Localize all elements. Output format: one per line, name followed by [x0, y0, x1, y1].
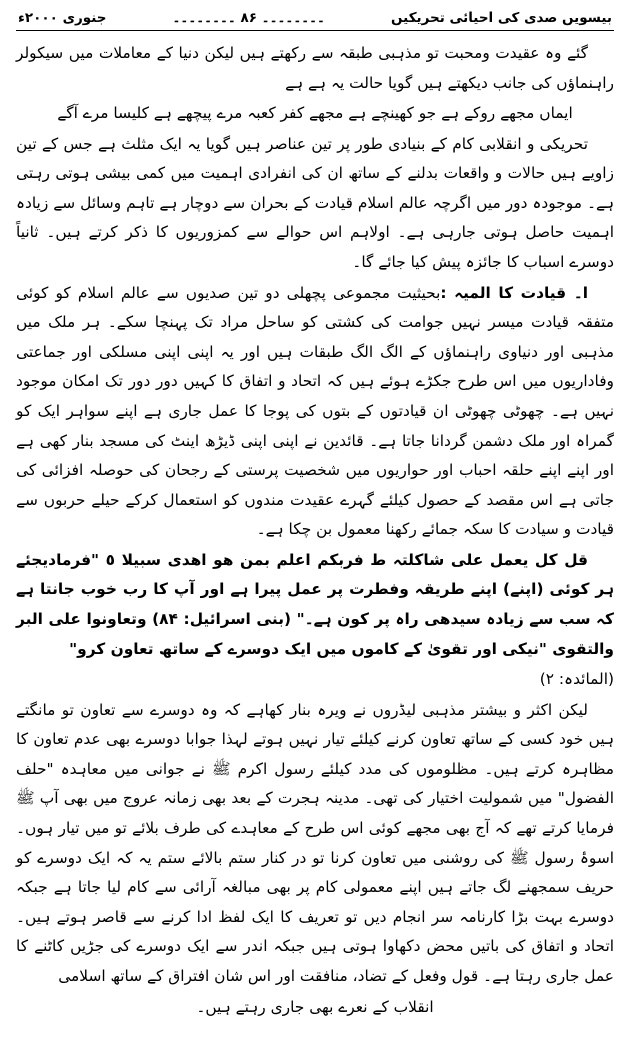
- document-body: [16, 39, 614, 1022]
- header-issue-date: جنوری ۲۰۰۰ء: [18, 10, 107, 26]
- page-header: [16, 10, 614, 28]
- section-heading-paragraph: [16, 279, 614, 545]
- header-page-number: ۔۔۔۔۔۔۔۔ ۸۶ ۔۔۔۔۔۔۔۔: [172, 10, 325, 26]
- header-divider: [16, 30, 614, 31]
- poetry-couplet: ایماں مجھے روکے ہے جو کھینچے ہے مجھے کفر کعبہ مرے پیچھے ہے کلیسا مرے آگے: [57, 104, 573, 123]
- paragraph-5-closing: انقلاب کے نعرے بھی جاری رہتے ہیں۔: [196, 997, 434, 1016]
- quran-reference: (المائدہ: ۲): [539, 670, 614, 689]
- paragraph-1: گئے وہ عقیدت ومحبت تو مذہبی طبقہ سے رکھتے ہیں لیکن دنیا کے معاملات میں سیکولر راہنماؤں کی جانب دیکھتے ہیں گویا حالت یہ ہے ہے: [16, 44, 614, 92]
- quran-quote-paragraph: [16, 546, 614, 664]
- quran-quote-text: قل کل یعمل علی شاکلتہ ط فربکم اعلم بمن ھو اھدی سبیلا ٥ "فرمادیجئے ہر کوئی (اپنے) اپنے طریقہ وفطرت پر عمل پیرا ہے اور آپ کا رب خوب جانتا ہے کہ سب سے زیادہ سیدھی راہ پر کون ہے۔" (بنی اسرائیل: ۸۴) وتعاونوا علی البر والتقوی "نیکی اور تقویٰ کے کاموں میں ایک دوسرے کے ساتھ تعاون کرو": [16, 550, 615, 658]
- paragraph-2: تحریکی و انقلابی کام کے بنیادی طور پر تین عناصر ہیں گویا یہ ایک مثلث ہے جس کے تین زاویے ہیں حالات و واقعات بدلنے کے ساتھ ان کی انفرادی اہمیت میں کمی بیشی ہوتی رہتی ہے۔ موجودہ دور میں اگرچہ عالم اسلام قیادت کے بحران سے دوچار ہے تاہم وسائل سے زیادہ اہمیت حاصل ہوتی جارہی ہے۔ اولاہم اس حوالے سے کمزوریوں کا ذکر کرتے ہیں۔ ثانیاً دوسرے اسباب کا جائزہ پیش کیا جائے گا۔: [16, 134, 614, 272]
- section-heading-leadership-tragedy: ا۔ قیادت کا المیہ :: [440, 283, 588, 302]
- paragraph-3-text: بحیثیت مجموعی پچھلی دو تین صدیوں سے عالم اسلام کو کوئی متفقہ قیادت میسر نہیں جوامت کی کشتی کو ساحل مراد تک پہنچا سکے۔ ہر ملک میں مذہبی اور دنیاوی راہنماؤں کے الگ الگ طبقات ہیں اور یہ اپنی اپنی مسلکی اور جماعتی وفاداریوں میں اس طرح جکڑے ہوئے ہیں کہ اتحاد و اتفاق کا کہیں دور دور تک امکان موجود نہیں ہے۔ چھوٹی چھوٹی ان قیادتوں کے بتوں کی پوجا کا عمل جاری ہے اپنے سواہر ایک کو گمراہ اور ملک دشمن گردانا جاتا ہے۔ قائدین نے اپنی اپنی ڈیڑھ اینٹ کی مسجد بنار کھی ہے اور اپنے اپنے حلقہ احباب اور حواریوں میں شخصیت پرستی کے رجحان کی حوصلہ افزائی کی جاتی ہے اس مقصد کے حصول کیلئے گہرے عقیدت مندوں کو استعمال کرکے حیلے حربوں سے قیادت و سیادت کا سکہ جمائے رکھنا معمول بن چکا ہے۔: [16, 283, 614, 539]
- paragraph-4: لیکن اکثر و بیشتر مذہبی لیڈروں نے ویرہ بنار کھاہے کہ وہ دوسرے سے تعاون تو مانگتے ہیں خود کسی کے ساتھ تعاون کرنے کیلئے تیار نہیں ہوتے لہذا جوابا دوسرے بھی عدم تعاون کا مظاہرہ کرتے ہیں۔ مظلوموں کی مدد کیلئے رسول اکرم ﷺ نے جوانی میں معاہدہ "حلف الفضول" میں شمولیت اختیار کی تھی۔ مدینہ ہجرت کے بعد بھی زمانہ عروج میں بھی آپ ﷺ فرمایا کرتے تھے کہ آج بھی مجھے کوئی اس طرح کے معاہدے کی طرف بلائے تو میں تیار ہوں۔ اسوۂ رسول ﷺ کی روشنی میں تعاون کرنا تو در کنار ستم بالائے ستم یہ کہ ایک دوسرے کو حریف سمجھنے لگ جاتے ہیں اپنے معمولی کام پر بھی مبالغہ آرائی سے کام لیا جاتا ہے جبکہ دوسرے بہت بڑا کارنامہ سر انجام دیں تو تعریف کا ایک لفظ ادا کرنے سے قاصر ہوتے ہیں۔ اتحاد و اتفاق کی باتیں محض دکھاوا ہوتی ہیں جبکہ اندر سے ایک دوسرے کی جڑیں کاٹنے کا عمل جاری رہتا ہے۔ قول وفعل کے تضاد، منافقت اور اس شان افتراق کے ساتھ اسلامی: [16, 700, 614, 985]
- header-title-right: بیسویں صدی کی احیائی تحریکیں: [391, 10, 612, 26]
